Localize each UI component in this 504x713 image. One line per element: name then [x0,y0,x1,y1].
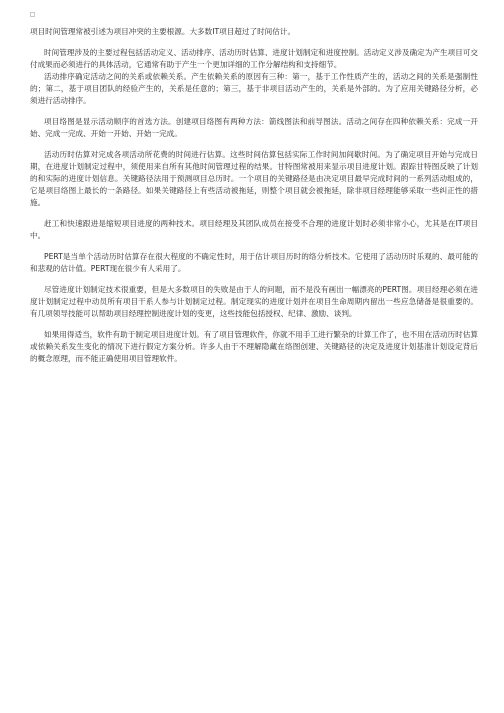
paragraph-crashing-fast-tracking: 赶工和快速跟进是缩短项目进度的两种技术。项目经理及其团队成员在接受不合理的进度计划时必须非常小心，尤其是在IT项目中。 [30,219,478,240]
paragraph-network-diagram: 项目络图是显示活动顺序的首选方法。创建项目络图有两种方法：箭线图法和前导图法。活动之间存在四种依赖关系：完成一开始、完成一完成、开始一开始、开始一完成。 [30,117,478,138]
paragraph-activity-sequencing: 活动排序确定活动之间的关系或依赖关系。产生依赖关系的原因有三种：第一，基于工作性质产生的，活动之间的关系是强制性的；第二，基于项目团队的经验产生的，关系是任意的；第三，基于非项目活动产生的，关系是外部的。为了应用关键路径分析，必须进行活动排序。 [30,72,478,105]
page-marker-icon [30,12,35,17]
paragraph-people-issues: 尽管进度计划制定技术很重要，但是大多数项目的失败是由于人的问题，而不是没有画出一幅漂亮的PERT图。项目经理必须在进度计划制定过程中动员所有项目干系人参与计划制定过程。制定现实的进度计划并在项目生命周期内留出一些应急储备是很重要的。有几项领导技能可以帮助项目经理控制进度计划的变更，这些技能包括授权、纪律、激励、谈判。 [30,285,478,318]
paragraph-software: 如果用得适当，软件有助于制定项目进度计划。有了项目管理软件，你就不用手工进行繁杂的计算工作了，也不用在活动历时估算或依赖关系发生变化的情况下进行假定方案分析。许多人由于不理解隐藏在络图创建、关键路径的决定及进度计划基准计划设定背后的概念原理，而不能正确使用项目管理软件。 [30,330,478,363]
paragraph-pert: PERT是当单个活动历时估算存在很大程度的不确定性时，用于估计项目历时的络分析技术。它使用了活动历时乐观的、最可能的和悲观的估计值。PERT现在很少有人采用了。 [30,252,478,273]
paragraph-time-management-processes: 时间管理涉及的主要过程包括活动定义、活动排序、活动历时估算、进度计划制定和进度控制。活动定义涉及确定为产生项目可交付成果而必须进行的具体活动，它通常有助于产生一个更加详细的工作分解结构和支持细节。 [30,48,478,69]
document-page [30,12,478,369]
paragraph-intro: 项目时间管理常被引述为项目冲突的主要根源。大多数IT项目超过了时间估计。 [30,27,296,36]
paragraph-duration-estimating: 活动历时估算对完成各项活动所花费的时间进行估算。这些时间估算包括实际工作时间加间歇时间。为了确定项目开始与完成日期，在进度计划制定过程中，须使用来自所有其他时间管理过程的结果。甘特图常被用来显示项目进度计划。跟踪甘特图反映了计划的和实际的进度计划信息。关键路径法用于预测项目总历时。一个项目的关键路径是由决定项目最早完成时间的一系列活动组成的，它是项目络图上最长的一条路径。如果关键路径上有些活动被拖延，则整个项目就会被拖延，除非项目经理能够采取一些纠正性的措施。 [30,150,478,207]
